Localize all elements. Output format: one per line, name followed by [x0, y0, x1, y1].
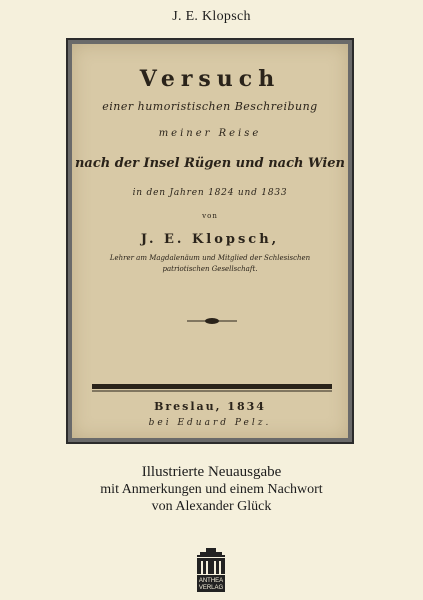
title-page-place-year: Breslau, 1834 — [154, 400, 266, 413]
title-page-image — [72, 44, 348, 438]
publisher-logo-icon — [193, 548, 229, 592]
edition-notes: mit Anmerkungen und einem Nachwort — [100, 482, 323, 497]
ornament-divider — [187, 316, 237, 326]
logo-line1: ANTHEA — [198, 578, 224, 584]
double-rule — [92, 384, 332, 392]
title-page-image-frame — [66, 38, 354, 444]
title-page-line2: meiner Reise — [158, 128, 262, 139]
title-page-line3: nach der Insel Rügen und nach Wien — [74, 156, 345, 171]
title-page-publisher: bei Eduard Pelz. — [148, 418, 272, 428]
edition-editor: von Alexander Glück — [151, 499, 272, 514]
title-page-author: J. E. Klopsch, — [140, 232, 280, 247]
edition-title: Illustrierte Neuausgabe — [141, 464, 282, 480]
title-page-author-desc2: patriotischen Gesellschaft. — [162, 265, 258, 273]
title-page-von: von — [202, 212, 218, 220]
cover-author: J. E. Klopsch — [172, 9, 251, 24]
logo-line2: VERLAG — [198, 585, 224, 591]
title-page-line1: einer humoristischen Beschreibung — [102, 100, 318, 113]
title-page-line4: in den Jahren 1824 und 1833 — [132, 188, 288, 198]
title-page-title: Versuch — [139, 66, 281, 92]
title-page-author-desc1: Lehrer am Magdalenäum und Mitglied der Schlesischen — [109, 254, 311, 262]
